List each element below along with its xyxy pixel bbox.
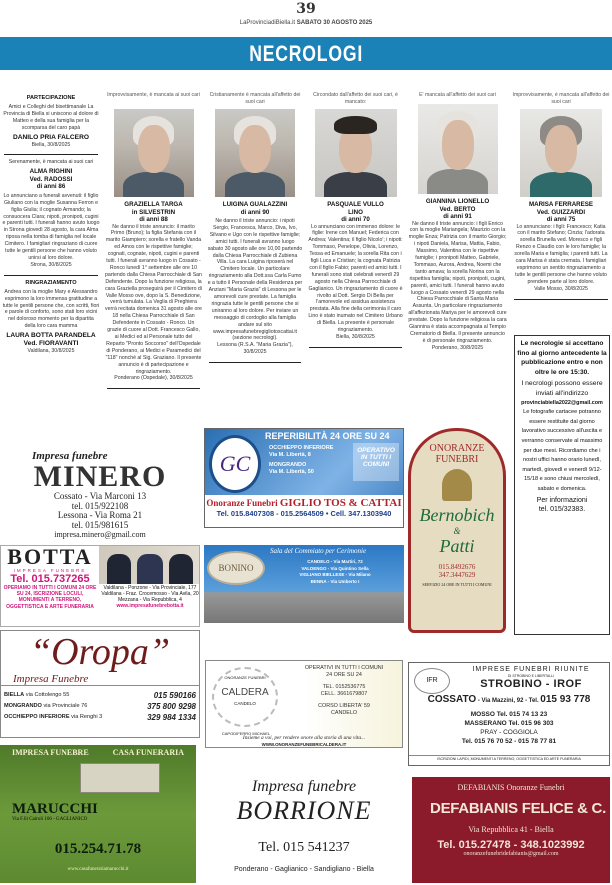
bernobich-name: Bernobich xyxy=(419,505,495,525)
alma-name2: Ved. RADOSSI xyxy=(29,175,73,183)
obituary-text: Ne danno il triste annuncio: i figli Enrico con la moglie Mariangela; Maurizio con la moglie Enza; Patrizia con il marito Giorgio; i nipoti Daniela, Marisa, Mattia, Fabio, Massimo, Valentina con le rispettive famiglie; i pronipoti Matteo, Gabriele, Tommaso, Aurora, Andrea, Noemi che tanto amava; la sorella Norina con la rispettiva famiglia; nipoti, pronipoti, cugini, parenti, amici tutti. I funerali hanno avuto luogo a Cossato venerdì 29 agosto nella Chiesa Parrocchiale di Santa Maria Assunta. Un particolare ringraziamento all'affezionata Mariya per le amorevoli cure prestate. Dopo la funzione religiosa la cara Giannina è stata accompagnata al Tempio Crematorio di Biella. Il presente annuncio è di personale ringraziamento. xyxy=(408,220,507,344)
issue-date: SABATO 30 AGOSTO 2025 xyxy=(296,20,373,26)
obituary-age: di anni 88 xyxy=(139,216,168,223)
oropa-phone1: 015 590166 xyxy=(153,691,196,700)
obituary-name: MARISA FERRARESE xyxy=(528,201,594,208)
alma-caption: Serenamente, è mancata ai suoi cari xyxy=(8,159,94,166)
left-notices-column xyxy=(2,92,100,355)
obituary-age: di anni 90 xyxy=(240,208,270,216)
marucchi-website[interactable]: www.casafunerariamarucchi.it xyxy=(67,867,129,872)
oropa-phone3: 329 984 1334 xyxy=(147,713,196,722)
obituary-name2: LINO xyxy=(348,208,363,216)
ad-giglio-tos-cattai xyxy=(204,428,404,528)
ringraziamento-heading: RINGRAZIAMENTO xyxy=(25,279,77,286)
ad-caldera xyxy=(205,660,403,748)
divider xyxy=(514,299,608,300)
minero-top: Impresa funebre xyxy=(32,450,108,462)
portrait-photo xyxy=(114,109,194,197)
obituary-caption: Improvvisamente, è mancata all'affetto dei suoi cari xyxy=(512,92,610,105)
giglio-phones: Tel. 015.8407308 - 015.2564509 • Cell. 347.1303940 xyxy=(216,509,392,518)
botta-address2: Valdilana - Fraz. Crocemosso - Via Avila, 20 xyxy=(101,591,199,597)
bonino-address1: CANDELO - Via Martiri, 72 xyxy=(307,559,363,564)
page-number: 39 xyxy=(296,1,316,17)
partecipazione-text: Amici e Colleghi del bisettimanale La Provincia di Biella si uniscono al dolore di Matteo e della sua famiglia per la scomparsa del caro papà xyxy=(3,103,99,131)
caldera-address: CORSO LIBERTA' 59 xyxy=(318,703,370,709)
obituary-text: Lo annunciano con immenso dolore: le figlie: Irene con Manuel; Federica con Andrea; Valentina; il figlio Nicolo'; i nipoti: Tommaso, Penelope, Olivia, Lorenzo, Tessa ed Emanuele; la sorella Rita con i figli Luca e Cristian; la cognata Patrizia con il figlio Fabio; parenti ed amici tutti. I funerali sono stati celebrati venerdì 29 agosto nella Chiesa Parrocchiale di Gaglianico. Un ringraziamento di cuore è rivolto al Dott. Sergio Di Bella per l'amorevole ed assidua assistenza prestata. Alla fine della cerimonia il caro Lino è stato inumato nel Cimitero Urbano di Biella. La presente è personale ringraziamento. xyxy=(308,223,403,334)
submission-notice-box xyxy=(514,335,610,635)
defabianis-email[interactable]: onoranzefunebridefabianis@gmail.com xyxy=(463,851,559,857)
caldera-motto: Insieme a voi, per rendere onore alla storia di una vita... xyxy=(242,735,366,741)
obituary-giannina xyxy=(408,92,507,352)
obituary-date: Biella, 30/8/2025 xyxy=(336,334,375,340)
notice-phone: tel. 015/32383. xyxy=(538,506,586,514)
obituary-name2: in SILVESTRIN xyxy=(131,208,176,216)
section-banner xyxy=(0,37,612,70)
oropa-phone2: 375 800 9298 xyxy=(147,702,196,711)
oropa-sub: Impresa Funebre xyxy=(1,673,199,686)
marucchi-name: MARUCCHI xyxy=(12,801,98,817)
botta-staff-photo xyxy=(99,546,200,584)
obituary-date: Ponderano (Ospedale), 30/8/2025 xyxy=(114,375,193,382)
botta-name: BOTTA xyxy=(7,545,93,569)
obituary-name: GIANNINA LIONELLO xyxy=(425,198,490,205)
defabianis-name: DEFABIANIS FELICE & C. xyxy=(430,800,606,817)
obituary-caption: Improvvisamente, è mancata ai suoi cari xyxy=(107,92,200,98)
strobino-top: IMPRESE FUNEBRI RIUNITE xyxy=(472,666,590,673)
minero-name: MINERO xyxy=(33,460,167,493)
obituary-name2: Ved. GUIZZARDI xyxy=(536,208,586,216)
partecipazione-heading: PARTECIPAZIONE xyxy=(26,95,76,101)
ad-defabianis xyxy=(412,777,610,883)
divider xyxy=(4,154,98,155)
defabianis-address: Via Repubblica 41 - Biella xyxy=(468,825,554,834)
obituary-caption: E' mancata all'affetto dei suoi cari xyxy=(419,92,496,98)
ad-borrione xyxy=(205,760,403,884)
caldera-small: ONORANZE FUNEBRI xyxy=(224,675,266,680)
botta-phone: Tel. 015.737265 xyxy=(10,573,90,585)
giglio-operativo: OPERATIVO IN TUTTI I COMUNI xyxy=(353,443,399,481)
obituary-name: LUIGINA GUALAZZINI xyxy=(222,201,288,208)
oropa-town3: OCCHIEPPO INFERIORE xyxy=(4,714,70,720)
caldera-phone: TEL. 0152536775 xyxy=(322,684,366,690)
obituary-name: PASQUALE VULLO xyxy=(327,201,384,208)
minero-phone2: tel. 015/981615 xyxy=(71,519,129,530)
strobino-cossato: COSSATO xyxy=(427,694,477,705)
botta-address3: Mezzana - Via Repubblica, 4 xyxy=(118,597,182,603)
ad-bernobich-patti xyxy=(408,428,506,633)
giglio-town2: MONGRANDO xyxy=(269,462,307,468)
portrait-photo xyxy=(315,109,397,197)
obituary-text: Lo annunciano: i figli: Francesco; Katia con il marito Stefano; Cinzia; l'adorata sorella Brunella ved. Moresco e figli Renzo e Claudio con le loro famiglie; la sorella Maria e famiglia; i parenti tutti. La cara Marisa è stata cremata. I famigliari esprimono un sentito ringraziamento a tutte le gentili persone che hanno voluto prendere parte al loro dolore. xyxy=(514,223,608,285)
oropa-town1: BIELLA xyxy=(4,692,25,698)
oropa-town2: MONGRANDO xyxy=(4,703,42,709)
strobino-mosso: MOSSO Tel. 015 74 13 23 xyxy=(470,711,548,718)
strobino-cossato-address: - Via Mazzini, 92 - Tel. xyxy=(477,698,539,704)
botta-services: OPERIAMO IN TUTTI I COMUNI 24 ORE SU 24, ISCRIZIONE LOCULI, MONUMENTI A TERRENO, OGGETTISTICA E ARTE FUNERARIA xyxy=(3,585,97,610)
caldera-town2: CANDELO xyxy=(330,710,358,716)
strobino-footer: ISCRIZIONI LAPIDI, MONUMENTI A TERRENO, OGGETTISTICA ED ARTE FUNERARIA xyxy=(409,755,609,761)
obituary-text: Ne danno il triste annuncio: i nipoti Sergio, Francesca, Marco, Diva, Ivo, Silvano e Ugo con le rispettive famiglie; amici tutti. I funerali avranno luogo sabato 30 agosto alle ore 10,00 partendo dalla Chiesa Parrocchiale di Zubiena Villa. La cara Luigina riposerà nel Cimitero locale. Un particolare ringraziamento alla Dott.ssa Carla Fumo e a tutto il Personale della Residenza per Anziani "Maria Grazia" di Lessona per le amorevoli cure prestate. La famiglia ringrazia tutte le gentili persone che si uniranno al loro dolore. Per inviare un messaggio di cordoglio alla famiglia andare sul sito www.impresafunebregigliotoscattai.it (sezione necrologi). xyxy=(207,218,303,342)
strobino-cossato-phone: 015 93 778 xyxy=(540,694,591,705)
ad-marucchi xyxy=(0,745,196,883)
notice-send: I necrologi possono essere inviati all'indirizzo xyxy=(521,380,603,397)
minero-address1: Cossato - Via Marconi 13 xyxy=(53,491,147,501)
angel-icon xyxy=(442,469,472,501)
minero-email: impresa.minero@gmail.com xyxy=(54,530,146,539)
bernobich-top: ONORANZE FUNEBRI xyxy=(429,443,485,465)
ringraziamento-name2: Ved. FIORAVANTI xyxy=(23,340,79,348)
strobino-subtitle: DI STROBINO E LIBERTALLI xyxy=(507,674,555,678)
caldera-operativi: OPERATIVI IN TUTTI I COMUNI xyxy=(304,665,384,671)
section-title: NECROLOGI xyxy=(249,41,363,66)
irof-logo: IFR xyxy=(414,668,450,694)
divider xyxy=(107,388,200,389)
portrait-photo xyxy=(418,104,498,194)
giglio-logo: GC xyxy=(209,435,261,493)
divider xyxy=(4,275,98,276)
portrait-photo xyxy=(520,109,602,197)
ad-bonino xyxy=(204,545,404,623)
defabianis-top: DEFABIANIS Onoranze Funebri xyxy=(457,783,565,792)
caldera-cell: CELL. 3661679807 xyxy=(320,691,368,697)
obituary-name2: Ved. BERTO xyxy=(439,205,476,213)
obituary-age: di anni 70 xyxy=(341,216,370,223)
giglio-town1: OCCHIEPPO INFERIORE xyxy=(269,445,334,451)
strobino-pray-phones: Tel. 015 76 70 52 - 015 78 77 81 xyxy=(461,738,557,745)
alma-text: Lo annunciano a funerali avvenuti: il figlio Giuliano con la moglie Susanna Ferron e figlia Giulia; il cognato Armando; la consuocera Clara; nipoti, pronipoti, cugini e parenti tutti. I funerali hanno avuto luogo in Strona giovedì 28 agosto, la cara Alma riposa nella tomba di famiglia nel locale Cimitero. I famigliari ringraziano di cuore tutte le gentili persone che hanno voluto unirsi al loro dolore. xyxy=(2,192,100,261)
oropa-address2: via Provinciale 76 xyxy=(43,703,88,709)
ringraziamento-date: Valdilana, 30/8/2025 xyxy=(27,348,75,355)
marucchi-h2: CASA FUNERARIA xyxy=(112,748,184,757)
alma-date: Strona, 30/8/2025 xyxy=(30,261,72,268)
obituary-date: Valle Mosso, 30/8/2025 xyxy=(534,285,588,292)
alma-name: ALMA RIGHINI xyxy=(29,168,73,176)
marucchi-address: Via F.lli Cairoli 106 - GAGLIANICO xyxy=(12,817,88,822)
caldera-town: CANDELO xyxy=(234,701,256,706)
giglio-address1: Via M. Libertà, 8 xyxy=(269,452,311,458)
obituary-caption: Circondato dall'affetto dei suoi cari, è mancato: xyxy=(313,92,398,105)
botta-address1: Valdilana - Ponzone - Via Provinciale, 177 xyxy=(103,585,197,591)
bernobich-phone1: 015.8492676 xyxy=(438,563,476,571)
bonino-top: Sala del Commiato per Cerimonie xyxy=(270,547,367,555)
funeral-home-building-image xyxy=(80,763,160,793)
obituary-date: Ponderano, 30/8/2025 xyxy=(431,344,484,351)
strobino-name: STROBINO - IROF xyxy=(480,678,582,690)
borrione-towns: Ponderano - Gaglianico - Sandigliano - Biella xyxy=(234,866,374,873)
ringraziamento-text: Andrea con la moglie Mary e Alessandro esprimono la loro immensa gratitudine a tutte le gentili persone che, con scritti, fiori e parole di conforto, sono stati loro vicini nel doloroso momento per la dipartita della loro cara mamma xyxy=(2,288,100,330)
obituary-marisa xyxy=(512,92,610,304)
giglio-name: GIGLIO TOS & CATTAI xyxy=(279,497,402,509)
caldera-name: CALDERA xyxy=(221,687,269,698)
partecipazione-date: Biella, 30/8/2025 xyxy=(31,141,71,148)
oropa-name: “Oropa” xyxy=(29,631,171,673)
notice-deadline: Le necrologie si accettano fino al giorno antecedente la pubblicazione entro e non oltre le ore 15:30. xyxy=(517,340,607,376)
partecipazione-name: DANILO PRIA FALCERO xyxy=(13,133,89,141)
divider xyxy=(209,362,301,363)
bernobich-name2: Patti xyxy=(439,536,475,556)
borrione-phone: Tel. 015 541237 xyxy=(258,840,350,855)
strobino-masserano: MASSERANO Tel. 015 96 303 xyxy=(464,720,554,727)
ad-minero xyxy=(2,450,198,542)
notice-email[interactable]: provinciabiella2022@gmail.com xyxy=(521,399,603,406)
obituary-text: Ne danno il triste annuncio: il marito Primo (Bruno); la figlia Stefania con il marito Giampiero; sorella e fratello Vanda ed Amos con le rispettive famiglie; cognati, cognate, nipoti, cugini e parenti tutti. I funerali avranno luogo in Cossato - Ronco lunedì 1° settembre alle ore 10 partendo dalla Chiesa Parrocchiale di San Defendente. Dopo la funzione religiosa, la cara Graziella proseguirà per il Cimitero di Valle Mosso ove, dopo la S. Benedizione, verrà tumulata. La Veglia di Preghiera verrà recitata domenica 31 agosto alle ore 18 nella Chiesa Parrocchiale di San Defendente in Cossato - Ronco. Un grazie di cuore al Dott. Francesco Gallo, ai Medici ed al Personale tutto del Reparto "Pronto Soccorso" dell'Ospedale di Ponderano, ai Medici e Paramedici del "118" nonché al Sig. Graziano. Il presente annuncio è di partecipazione e ringraziamento. xyxy=(105,223,202,375)
minero-phone1: tel. 015/922108 xyxy=(71,500,129,511)
obituary-pasquale xyxy=(307,92,404,352)
borrione-top: Impresa funebre xyxy=(251,778,357,795)
bernobich-footer: SERVIZIO 24 ORE IN TUTTI I COMUNI xyxy=(422,582,492,587)
botta-website[interactable]: www.impresafunebrebotta.it xyxy=(116,603,184,609)
divider xyxy=(309,347,402,348)
bonino-logo: BONINO xyxy=(207,551,265,585)
caldera-website[interactable]: WWW.ONORANZEFUNEBRICALDERA.IT xyxy=(261,742,347,747)
obituary-graziella xyxy=(105,92,202,393)
botta-subtitle: IMPRESA FUNEBRE xyxy=(13,568,87,573)
marucchi-phone: 015.254.71.78 xyxy=(54,841,142,857)
masthead-line xyxy=(0,20,612,26)
ad-botta xyxy=(0,545,200,627)
ad-oropa xyxy=(0,630,200,738)
defabianis-phone: Tel. 015.27478 - 348.1023992 xyxy=(437,839,585,851)
notice-info: Per informazioni xyxy=(536,496,588,504)
oropa-address3: via Renghi 3 xyxy=(71,714,103,720)
bonino-address3: VIGLIANO BIELLESE - Via Milano xyxy=(299,572,371,577)
bernobich-amp: & xyxy=(453,526,461,536)
giglio-address2: Via M. Libertà, 50 xyxy=(269,469,314,475)
site-name: LaProvinciadiBiella.it xyxy=(239,20,296,26)
bonino-address2: VALDENGO - Via Quintino Sella xyxy=(301,565,369,571)
obituary-age: di anni 91 xyxy=(443,213,472,220)
obituary-age: di anni 75 xyxy=(546,216,576,223)
oropa-address1: via Cottolengo 55 xyxy=(25,692,70,698)
ad-strobino-irof xyxy=(408,662,610,766)
borrione-name: BORRIONE xyxy=(236,796,372,825)
marucchi-h1: IMPRESA FUNEBRE xyxy=(11,748,89,757)
strobino-pray: PRAY - COGGIOLA xyxy=(480,729,538,736)
obituary-name: GRAZIELLA TARGA xyxy=(124,201,183,208)
bonino-address4: BENNA - Via Umberto I xyxy=(310,578,360,584)
giglio-lead: Onoranze Funebri xyxy=(206,498,278,508)
minero-address2: Lessona - Via Roma 21 xyxy=(57,510,143,520)
bernobich-phone2: 347.3447629 xyxy=(438,571,476,579)
obituary-luigina xyxy=(207,92,303,367)
ringraziamento-name: LAURA BOTTA PARANDELA xyxy=(6,332,96,340)
obituary-date: Lessona (R.S.A. "Maria Grazia"), 30/8/2025 xyxy=(217,342,293,356)
caldera-hours: 24 ORE SU 24 xyxy=(326,672,362,678)
obituary-caption: Cristianamente è mancata all'affetto dei suoi cari xyxy=(209,92,301,105)
caldera-owner: CAPODIFERRO MICHAEL xyxy=(221,731,271,736)
notice-photos: Le fotografie cartacee potranno essere restituite dal giorno lavorativo successivo all'uscita e verranno conservate al massimo per due mesi. Ricordiamo che i nostri uffici hanno orario lunedì, martedì, giovedì e venerdì 9/12-15/18 e sono chiusi mercoledì, sabato e domenica. xyxy=(521,409,603,492)
giglio-top: REPERIBILITÀ 24 ORE SU 24 xyxy=(265,431,390,441)
alma-age: di anni 86 xyxy=(36,183,66,191)
portrait-photo xyxy=(215,109,295,197)
